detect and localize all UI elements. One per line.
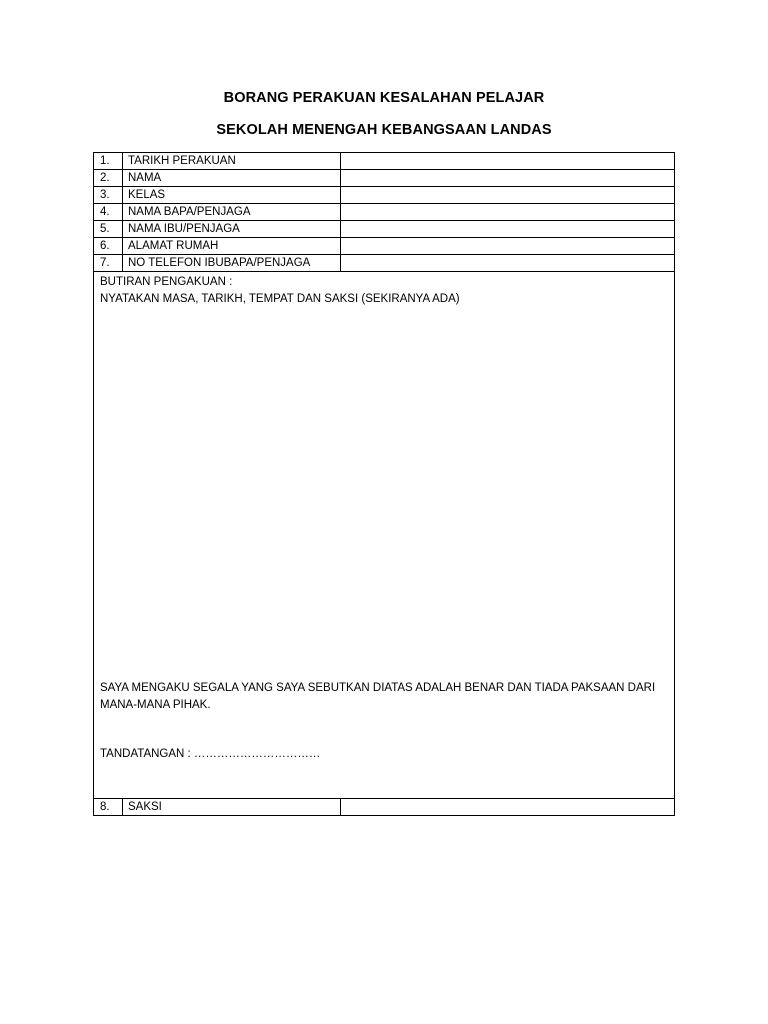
table-row	[94, 204, 675, 221]
row-number: 2.	[94, 170, 123, 187]
field-label-alamat-rumah: ALAMAT RUMAH	[123, 238, 341, 255]
table-row	[94, 187, 675, 204]
row-number: 7.	[94, 255, 123, 272]
details-area[interactable]	[94, 272, 675, 799]
field-value-no-telefon[interactable]	[341, 255, 675, 272]
field-label-kelas: KELAS	[123, 187, 341, 204]
field-value-kelas[interactable]	[341, 187, 675, 204]
details-instruction: NYATAKAN MASA, TARIKH, TEMPAT DAN SAKSI (SEKIRANYA ADA)	[100, 293, 460, 305]
table-row	[94, 170, 675, 187]
row-number: 6.	[94, 238, 123, 255]
row-number: 5.	[94, 221, 123, 238]
confession-form-table	[93, 152, 675, 816]
row-number: 4.	[94, 204, 123, 221]
details-row	[94, 272, 675, 799]
field-label-nama-ibu: NAMA IBU/PENJAGA	[123, 221, 341, 238]
field-value-nama-bapa[interactable]	[341, 204, 675, 221]
row-number: 8.	[94, 799, 123, 816]
field-value-nama[interactable]	[341, 170, 675, 187]
field-value-tarikh-perakuan[interactable]	[341, 153, 675, 170]
form-title: BORANG PERAKUAN KESALAHAN PELAJAR	[223, 90, 545, 106]
field-label-tarikh-perakuan: TARIKH PERAKUAN	[123, 153, 341, 170]
field-label-no-telefon: NO TELEFON IBUBAPA/PENJAGA	[123, 255, 341, 272]
field-value-saksi[interactable]	[341, 799, 675, 816]
row-number: 3.	[94, 187, 123, 204]
school-name: SEKOLAH MENENGAH KEBANGSAAN LANDAS	[216, 122, 552, 138]
table-row	[94, 238, 675, 255]
table-row	[94, 799, 675, 816]
details-heading: BUTIRAN PENGAKUAN :	[100, 276, 233, 288]
table-row	[94, 255, 675, 272]
table-row	[94, 153, 675, 170]
field-label-nama-bapa: NAMA BAPA/PENJAGA	[123, 204, 341, 221]
signature-line[interactable]: TANDATANGAN : ……………………………	[100, 748, 321, 760]
table-row	[94, 221, 675, 238]
row-number: 1.	[94, 153, 123, 170]
declaration-text: SAYA MENGAKU SEGALA YANG SAYA SEBUTKAN DIATAS ADALAH BENAR DAN TIADA PAKSAAN DARI MANA-MANA PIHAK.	[100, 682, 656, 711]
field-value-alamat-rumah[interactable]	[341, 238, 675, 255]
field-label-saksi: SAKSI	[123, 799, 341, 816]
field-label-nama: NAMA	[123, 170, 341, 187]
field-value-nama-ibu[interactable]	[341, 221, 675, 238]
